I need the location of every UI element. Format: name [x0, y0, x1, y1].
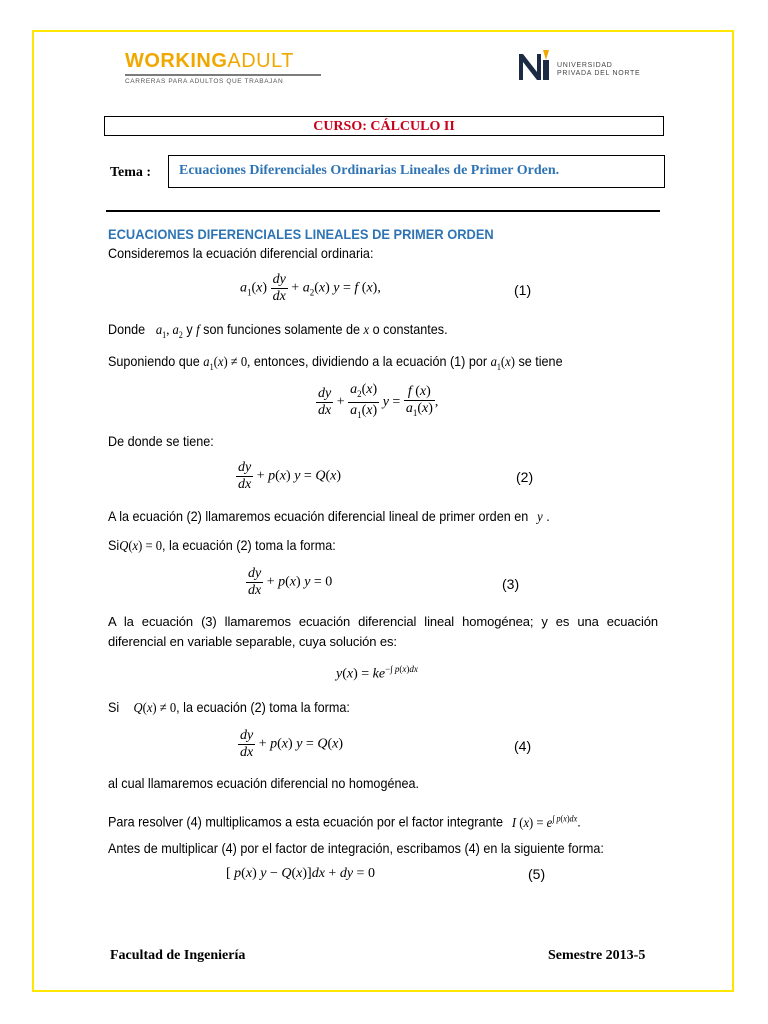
- equation-1: $a_1(x)$ $\frac{dy}{dx}$ + $a_2(x) y = f$ (x),: [240, 272, 381, 304]
- brand-adult: ADULT: [227, 50, 294, 72]
- upn-text: UNIVERSIDAD PRIVADA DEL NORTE: [557, 62, 641, 77]
- equation-5-number: (5): [528, 866, 546, 882]
- paragraph-3: Suponiendo que $a_1(x) \ne 0$, entonces, dividiendo a la ecuación (1) por $a_1(x)$ se tiene: [108, 353, 563, 372]
- paragraph-7: A la ecuación (3) llamaremos ecuación diferencial lineal homogénea; y es una ecuación diferencial en variable separable, cuya solución es:: [108, 614, 658, 649]
- paragraph-9: al cual llamaremos ecuación diferencial no homogénea.: [108, 775, 419, 791]
- paragraph-5: A la ecuación (2) llamaremos ecuación diferencial lineal de primer orden en y .: [108, 508, 550, 525]
- section-title: ECUACIONES DIFERENCIALES LINEALES DE PRIMER ORDEN: [108, 226, 494, 242]
- equation-4: $\frac{dy}{dx}$ + p(x) y = Q(x): [240, 728, 343, 760]
- footer-semester: Semestre 2013-5: [548, 948, 646, 963]
- homogeneous-solution: $y(x) = ke^{-\int p(x)dx}$: [336, 664, 418, 682]
- paragraph-6: SiQ(x) = 0, la ecuación (2) toma la forma:: [108, 537, 336, 554]
- workingadult-logo: [125, 51, 325, 85]
- brand-tagline: CARRERAS PARA ADULTOS QUE TRABAJAN: [125, 78, 284, 85]
- brand-underline: [125, 74, 321, 76]
- paragraph-4: De donde se tiene:: [108, 433, 214, 449]
- paragraph-2: Donde $a_1$, $a_2$ y f son funciones solamente de x o constantes.: [108, 321, 448, 340]
- footer-faculty: Facultad de Ingeniería: [110, 948, 246, 963]
- equation-2-number: (2): [516, 469, 534, 485]
- upn-logo: [515, 46, 665, 86]
- topic-box: [168, 155, 665, 188]
- equation-2: $\frac{dy}{dx}$ + p(x) y = Q(x): [238, 460, 341, 492]
- divider: [106, 210, 660, 212]
- equation-divided: $\frac{dy}{dx}$ + $\frac{a_2(x)}{a_1(x)}$ y = $\frac{f (x)}{a_1(x)}$ ,: [318, 382, 439, 420]
- upn-emblem-icon: [515, 46, 555, 86]
- equation-3: $\frac{dy}{dx}$ + p(x) y = 0: [248, 566, 333, 598]
- topic-value: Ecuaciones Diferenciales Ordinarias Lineales de Primer Orden.: [179, 163, 560, 178]
- paragraph-10: Para resolver (4) multiplicamos a esta ecuación por el factor integrante I $(x) = e^{\int p(x)dx}$.: [108, 813, 581, 831]
- equation-3-number: (3): [502, 576, 520, 592]
- brand-working: WORKING: [125, 50, 228, 72]
- topic-label: Tema :: [110, 165, 152, 180]
- equation-4-number: (4): [514, 738, 532, 754]
- equation-5: [ p(x) y − Q(x)]dx + dy = 0: [226, 866, 375, 881]
- course-title: CURSO: CÁLCULO II: [104, 116, 664, 136]
- paragraph-11: Antes de multiplicar (4) por el factor de integración, escribamos (4) en la siguiente forma:: [108, 840, 604, 856]
- equation-1-number: (1): [514, 282, 532, 298]
- paragraph-1: Consideremos la ecuación diferencial ordinaria:: [108, 245, 374, 261]
- paragraph-8: Si Q(x) ≠ 0, la ecuación (2) toma la forma:: [108, 699, 350, 716]
